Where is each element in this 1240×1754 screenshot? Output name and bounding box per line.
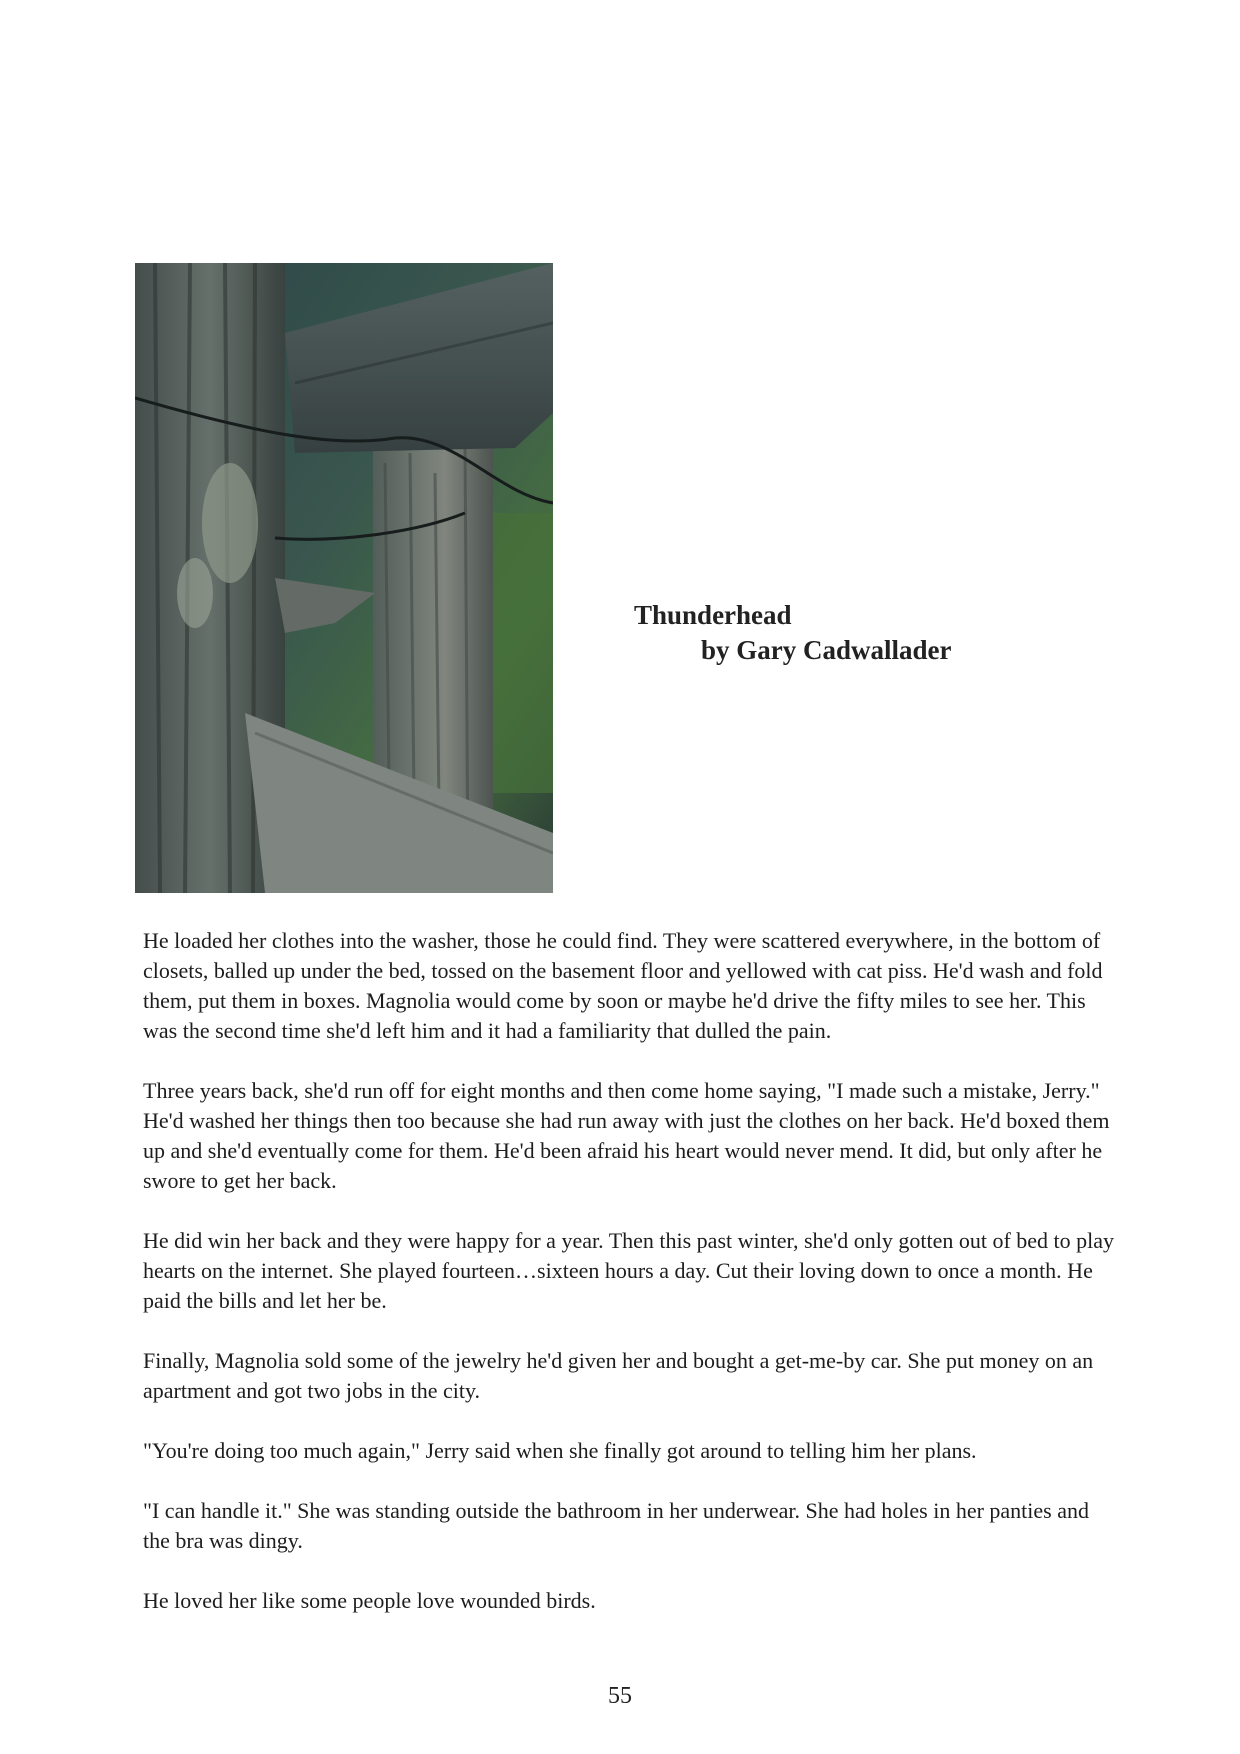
story-paragraph: "I can handle it." She was standing outside the bathroom in her underwear. She had holes in her panties and the bra was dingy.	[143, 1498, 1089, 1553]
story-paragraph: Three years back, she'd run off for eight months and then come home saying, "I made such a mistake, Jerry." He'd washed her things then too because she had run away with just the clothes on her back. He'd boxed them up and she'd eventually come for them. He'd been afraid his heart would never mend. It did, but only after he swore to get her back.	[143, 1078, 1110, 1193]
story-paragraph: "You're doing too much again," Jerry said when she finally got around to telling him her plans.	[143, 1438, 977, 1463]
story-paragraph: He loved her like some people love wounded birds.	[143, 1588, 596, 1613]
fence-post-photo	[135, 263, 553, 893]
story-paragraph: He loaded her clothes into the washer, those he could find. They were scattered everywhere, in the bottom of closets, balled up under the bed, tossed on the basement floor and yellowed with cat piss. He'd wash and fold them, put them in boxes. Magnolia would come by soon or maybe he'd drive the fifty miles to see her. This was the second time she'd left him and it had a familiarity that dulled the pain.	[143, 928, 1103, 1043]
page-number: 55	[608, 1683, 632, 1709]
story-paragraph: He did win her back and they were happy for a year. Then this past winter, she'd only gotten out of bed to play hearts on the internet. She played fourteen…sixteen hours a day. Cut their loving down to once a month. He paid the bills and let her be.	[143, 1228, 1115, 1313]
article-byline: by Gary Cadwallader	[701, 635, 952, 665]
story-body	[143, 926, 1118, 1646]
weathered-fence-post-photo-icon	[135, 263, 553, 893]
article-title: Thunderhead	[634, 600, 792, 630]
story-paragraph: Finally, Magnolia sold some of the jewelry he'd given her and bought a get-me-by car. She put money on an apartment and got two jobs in the city.	[143, 1348, 1094, 1403]
article-header	[634, 598, 952, 668]
